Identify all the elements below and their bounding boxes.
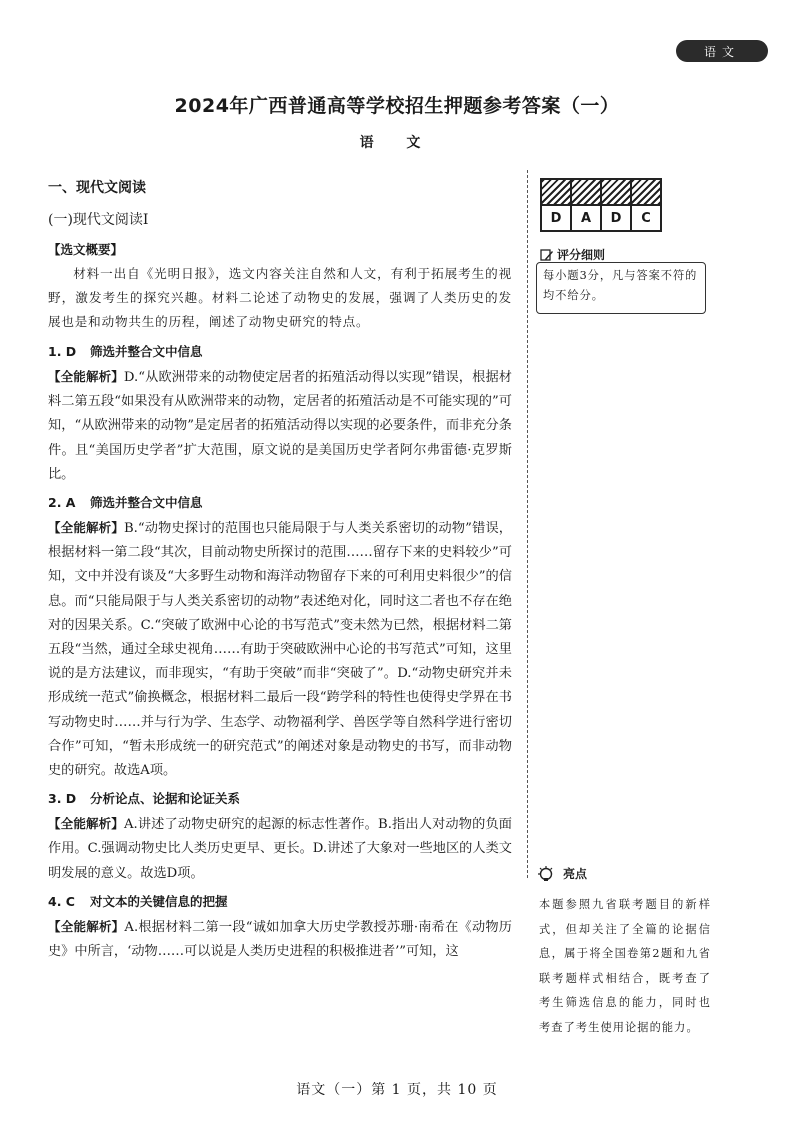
pencil-icon (540, 248, 554, 262)
analysis-text: A.根据材料二第一段“诚如加拿大历史学教授苏珊·南希在《动物历史》中所言，‘动物……可以说是人类历史进程的积极推进者’”可知，这 (48, 919, 512, 960)
main-column (48, 177, 512, 968)
question-analysis (48, 516, 512, 783)
analysis-label: 【全能解析】 (48, 918, 125, 934)
question-block-2 (48, 493, 512, 783)
question-block-3 (48, 789, 512, 886)
analysis-label: 【全能解析】 (48, 369, 124, 384)
answer-cell: D (601, 205, 631, 231)
question-topic: 筛选并整合文中信息 (90, 344, 203, 359)
question-block-4 (48, 892, 512, 964)
analysis-label: 【全能解析】 (48, 520, 124, 536)
scoring-box: 每小题3分，凡与答案不符的均不给分。 (536, 262, 706, 314)
question-block-1 (48, 342, 512, 487)
answer-grid-header (631, 179, 661, 205)
analysis-text: A.讲述了动物史研究的起源的标志性著作。B.指出人对动物的负面作用。C.强调动物史比人类历史更早、更长。D.讲述了大象对一些地区的人类文明发展的意义。故选D项。 (48, 817, 512, 881)
lightbulb-icon (538, 866, 560, 882)
question-analysis (48, 915, 512, 964)
analysis-text: D.“从欧洲带来的动物使定居者的拓殖活动得以实现”错误，根据材料二第五段“如果没有从欧洲带来的动物，定居者的拓殖活动是不可能实现的”可知，“从欧洲带来的动物”是定居者的拓殖活动得以实现的必要条件，而非充分条件。且“美国历史学者”扩大范围，原文说的是美国历史学者阿尔弗雷德·克罗斯比。 (48, 370, 512, 482)
answer-grid-header (541, 179, 571, 205)
overview-text: 材料一出自《光明日报》，选文内容关注自然和人文，有利于拓展考生的视野，激发考生的探究兴趣。材料二论述了动物史的发展，强调了人类历史的发展也是和动物共生的历程，阐述了动物史研究的特点。 (48, 266, 512, 329)
highlight-label (538, 865, 587, 882)
analysis-label: 【全能解析】 (48, 816, 124, 832)
highlight-label-text: 亮点 (563, 867, 588, 881)
overview-label (48, 240, 512, 258)
page-title: 2024年广西普通高等学校招生押题参考答案（一） (174, 95, 620, 117)
question-heading (48, 892, 512, 910)
question-analysis (48, 812, 512, 886)
answer-cell: D (541, 205, 571, 231)
scoring-label-text: 评分细则 (557, 248, 606, 262)
question-number: 4. C (48, 893, 75, 909)
question-topic: 对文本的关键信息的把握 (90, 893, 228, 909)
overview-label-text: 【选文概要】 (48, 242, 124, 257)
question-analysis (48, 365, 512, 487)
answer-grid-header (601, 179, 631, 205)
answer-cell: C (631, 205, 661, 231)
question-number: 3. D (48, 791, 77, 807)
question-number: 2. A (48, 495, 76, 511)
analysis-text: B.“动物史探讨的范围也只能局限于与人类关系密切的动物”错误，根据材料一第二段“其次，目前动物史所探讨的范围……留存下来的史料较少”可知，文中并没有谈及“大多野生动物和海洋动物留存下来的可利用史料很少”的信息。而“只能局限于与人类关系密切的动物”表述绝对化，同时这二者也不存在绝对的因果关系。C.“突破了欧洲中心论的书写范式”变未然为已然，根据材料二第五段“当然，通过全球史视角……有助于突破欧洲中心论的书写范式”可知，这里说的是方法建议，而非现实，“有助于突破”而非“突破了”。D.“动物史研究并未形成统一范式”偷换概念，根据材料二最后一段“跨学科的特性也使得史学界在书写动物史时……并与行为学、生态学、动物福利学、兽医学等自然科学进行密切合作”可知，“暂未形成统一的研究范式”的阐述对象是动物史的书写，而非动物史的研究。故选A项。 (48, 521, 512, 779)
answer-grid (540, 178, 662, 232)
section-subheading: (一)现代文阅读Ⅰ (48, 212, 149, 228)
question-number: 1. D (48, 344, 77, 359)
highlight-text: 本题参照九省联考题目的新样式，但却关注了全篇的论据信息，属于将全国卷第2题和九省联考题样式相结合，既考查了考生筛选信息的能力，同时也考查了考生使用论据的能力。 (539, 898, 711, 1034)
question-topic: 筛选并整合文中信息 (90, 495, 203, 511)
subject-heading: 语 文 (359, 135, 435, 151)
answer-grid-header (571, 179, 601, 205)
question-heading (48, 493, 512, 511)
answer-cell: A (571, 205, 601, 231)
section-heading: 一、现代文阅读 (48, 180, 146, 196)
page-footer: 语文（一）第 1 页，共 10 页 (296, 1082, 498, 1098)
question-topic: 分析论点、论据和论证关系 (90, 791, 241, 807)
question-heading (48, 789, 512, 807)
question-heading (48, 342, 512, 360)
subject-tag: 语文 (676, 40, 768, 62)
scoring-label (540, 246, 605, 263)
column-divider (527, 170, 528, 878)
